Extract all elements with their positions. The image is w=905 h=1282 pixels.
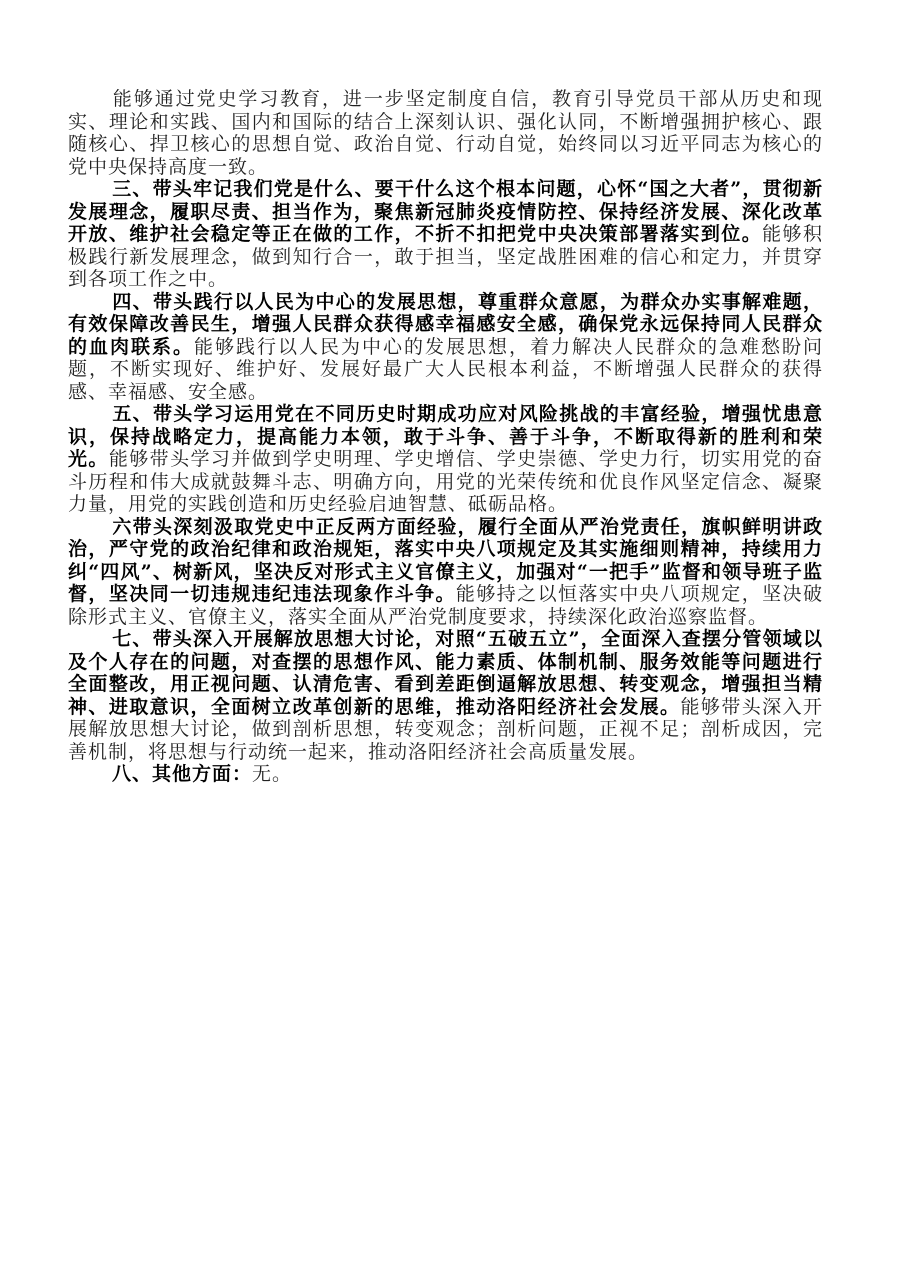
document-page <box>68 88 823 786</box>
paragraph-4-body: 能够带头学习并做到学史明理、学史增信、学史崇德、学史力行，切实用党的奋斗历程和伟大成就鼓舞斗志、明确方向，用党的光荣传统和优良作风坚定信念、凝聚力量，用党的实践创造和历史经验启迪智慧、砥砺品格。 <box>68 448 823 515</box>
paragraph-3-heading: 四、带头践行以人民为中心的发展思想，尊重群众意愿，为群众办实事解难题，有效保障改善民生，增强人民群众获得感幸福感安全感，确保党永远保持同人民群众的血肉联系。 <box>68 290 823 358</box>
paragraph-6 <box>68 628 823 763</box>
paragraph-4 <box>68 403 823 516</box>
paragraph-5-heading: 六带头深刻汲取党史中正反两方面经验，履行全面从严治党责任，旗帜鲜明讲政治，严守党的政治纪律和政治规矩，落实中央八项规定及其实施细则精神，持续用力纠“四风”、树新风，坚决反对形式主义官僚主义，加强对“一把手”监督和领导班子监督，坚决同一切违规违纪违法现象作斗争。 <box>68 515 823 605</box>
paragraph-2-heading: 三、带头牢记我们党是什么、要干什么这个根本问题，心怀“国之大者”，贯彻新发展理念，履职尽责、担当作为，聚焦新冠肺炎疫情防控、保持经济发展、深化改革开放、维护社会稳定等正在做的工作，不折不扣把党中央决策部署落实到位。 <box>68 178 823 245</box>
paragraph-6-body: 能够带头深入开展解放思想大讨论，做到剖析思想，转变观念；剖析问题，正视不足；剖析成因，完善机制，将思想与行动统一起来，推动洛阳经济社会高质量发展。 <box>68 695 823 763</box>
paragraph-3 <box>68 291 823 404</box>
paragraph-5 <box>68 516 823 629</box>
paragraph-7-body: 无。 <box>252 763 293 785</box>
paragraph-3-body: 能够践行以人民为中心的发展思想，着力解决人民群众的急难愁盼问题，不断实现好、维护好、发展好最广大人民根本利益，不断增强人民群众的获得感、幸福感、安全感。 <box>68 335 823 403</box>
paragraph-2 <box>68 178 823 291</box>
paragraph-4-heading: 五、带头学习运用党在不同历史时期成功应对风险挑战的丰富经验，增强忧患意识，保持战略定力，提高能力本领，敢于斗争、善于斗争，不断取得新的胜利和荣光。 <box>68 403 823 470</box>
paragraph-2-body: 能够积极践行新发展理念，做到知行合一，敢于担当，坚定战胜困难的信心和定力，并贯穿到各项工作之中。 <box>68 223 823 290</box>
paragraph-6-heading: 七、带头深入开展解放思想大讨论，对照“五破五立”，全面深入查摆分管领域以及个人存在的问题，对查摆的思想作风、能力素质、体制机制、服务效能等问题进行全面整改，用正视问题、认清危害、看到差距倒逼解放思想、转变观念，增强担当精神、进取意识，全面树立改革创新的思维，推动洛阳经济社会发展。 <box>68 628 823 718</box>
paragraph-1-body: 能够通过党史学习教育，进一步坚定制度自信，教育引导党员干部从历史和现实、理论和实践、国内和国际的结合上深刻认识、强化认同，不断增强拥护核心、跟随核心、捍卫核心的思想自觉、政治自觉、行动自觉，始终同以习近平同志为核心的党中央保持高度一致。 <box>68 88 823 178</box>
paragraph-1 <box>68 88 823 178</box>
paragraph-7 <box>68 763 823 786</box>
paragraph-5-body: 能够持之以恒落实中央八项规定，坚决破除形式主义、官僚主义，落实全面从严治党制度要求，持续深化政治巡察监督。 <box>68 583 823 628</box>
paragraph-7-heading: 八、其他方面： <box>112 763 253 785</box>
